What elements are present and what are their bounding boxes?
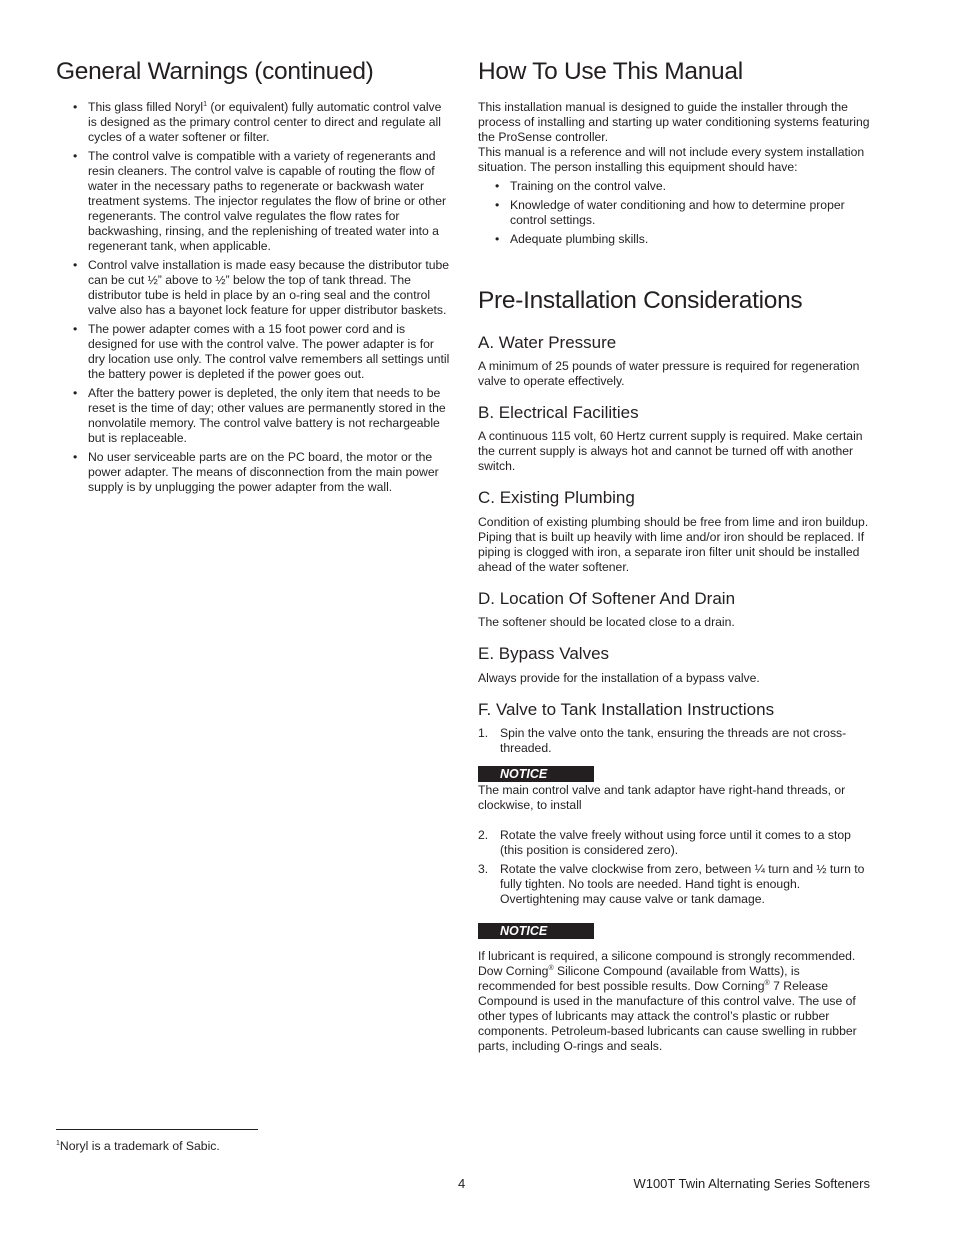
section-electrical [478, 403, 874, 474]
section-text: The softener should be located close to a drain. [478, 615, 735, 630]
list-item: • Control valve installation is made easy because the distributor tube can be cut ½” above to ½” below the top of tank thread. The distributor tube is held in place by an o-ring seal and the control valve also has a bayonet lock feature for upper distributor baskets. [56, 258, 452, 318]
list-item: • Adequate plumbing skills. [478, 232, 874, 247]
install-steps-continued [478, 828, 874, 907]
section-bypass [478, 644, 874, 685]
notice-text: If lubricant is required, a silicone compound is strongly recommended. Dow Corning® Silicone Compound (available from Watts), is recommended for best possible results. Dow Corning® 7 Release Compound is used in the manufacture of this control valve. The use of other types of lubricants may attack the control’s plastic or rubber components. Petroleum-based lubricants can cause swelling in rubber parts, including O-rings and seals. [478, 949, 857, 1054]
section-water-pressure [478, 333, 874, 389]
list-item: • After the battery power is depleted, the only item that needs to be reset is the time of day; other values are permanently stored in the nonvolatile memory. The control valve battery is not rechargeable but is replaceable. [56, 386, 452, 446]
manual-reference: This manual is a reference and will not include every system installation situation. The person installing this equipment should have: [478, 144, 865, 174]
section-title: D. Location Of Softener And Drain [478, 588, 736, 608]
left-column [56, 56, 452, 499]
section-title: B. Electrical Facilities [478, 403, 639, 423]
section-title: E. Bypass Valves [478, 644, 610, 664]
list-item: • Training on the control valve. [478, 179, 874, 194]
section-title: F. Valve to Tank Installation Instructions [478, 699, 775, 719]
notice-badge: NOTICE [478, 766, 594, 782]
list-item: • This glass filled Noryl$^1$ (or equivalent) fully automatic control valve is designed as the primary control center to direct and regulate all cycles of a water softener or filter. [56, 100, 452, 145]
notice-badge: NOTICE [478, 923, 594, 939]
section-text: A minimum of 25 pounds of water pressure is required for regeneration valve to operate effectively. [478, 359, 860, 389]
pre-installation-heading: Pre-Installation Considerations [478, 286, 803, 314]
general-warnings-list [56, 100, 452, 495]
section-text: Condition of existing plumbing should be free from lime and iron buildup. Piping that is built up heavily with lime and/or iron should be replaced. If piping is clogged with iron, a separate iron filter unit should be installed ahead of the water softener. [478, 514, 869, 574]
section-location [478, 589, 874, 630]
list-item: 1. Spin the valve onto the tank, ensuring the threads are not cross-threaded. [478, 726, 847, 756]
list-item: • The control valve is compatible with a variety of regenerants and resin cleaners. The control valve is capable of routing the flow of water in the necessary paths to regenerate or backwash water treatment systems. The injector regulates the flow of brine or other regenerants. The control valve regulates the flow rates for backwashing, rinsing, and the replenishing of treated water into a regenerant tank, when applicable. [56, 149, 452, 254]
document-title: W100T Twin Alternating Series Softeners [633, 1176, 870, 1191]
general-warnings-heading: General Warnings (continued) [56, 58, 374, 85]
section-title: A. Water Pressure [478, 332, 617, 352]
section-plumbing [478, 488, 874, 574]
section-text: Always provide for the installation of a bypass valve. [478, 670, 760, 685]
list-item: • No user serviceable parts are on the PC board, the motor or the power adapter. The means of disconnection from the main power supply is by unplugging the power adapter from the wall. [56, 450, 452, 495]
install-steps [478, 726, 874, 756]
section-text: A continuous 115 volt, 60 Hertz current supply is required. Make certain the current supply is always hot and cannot be turned off with another switch. [478, 429, 863, 474]
section-valve-install [478, 700, 874, 1054]
footnote: $^1$Noryl is a trademark of Sabic. [56, 1139, 220, 1153]
list-item: • The power adapter comes with a 15 foot power cord and is designed for use with the control valve. The power adapter is for dry location use only. The control valve remembers all settings until the battery power is depleted if the power goes out. [56, 322, 452, 382]
list-item: • Knowledge of water conditioning and how to determine proper control settings. [478, 198, 874, 228]
list-item: 2. Rotate the valve freely without using force until it comes to a stop (this position is considered zero). [478, 828, 851, 858]
list-item: 3. Rotate the valve clockwise from zero, between ¼ turn and ½ turn to fully tighten. No tools are needed. Hand tight is enough. Overtightening may cause valve or tank damage. [478, 862, 865, 907]
section-title: C. Existing Plumbing [478, 488, 635, 508]
page-number: 4 [458, 1176, 466, 1191]
installer-skills-list [478, 179, 874, 247]
footnote-divider [56, 1129, 258, 1130]
right-column [478, 56, 874, 1068]
how-to-use-heading: How To Use This Manual [478, 58, 743, 85]
notice-text: The main control valve and tank adaptor have right-hand threads, or clockwise, to install [478, 783, 846, 813]
manual-intro: This installation manual is designed to guide the installer through the process of installing and starting up water conditioning systems featuring the ProSense controller. [478, 99, 870, 144]
